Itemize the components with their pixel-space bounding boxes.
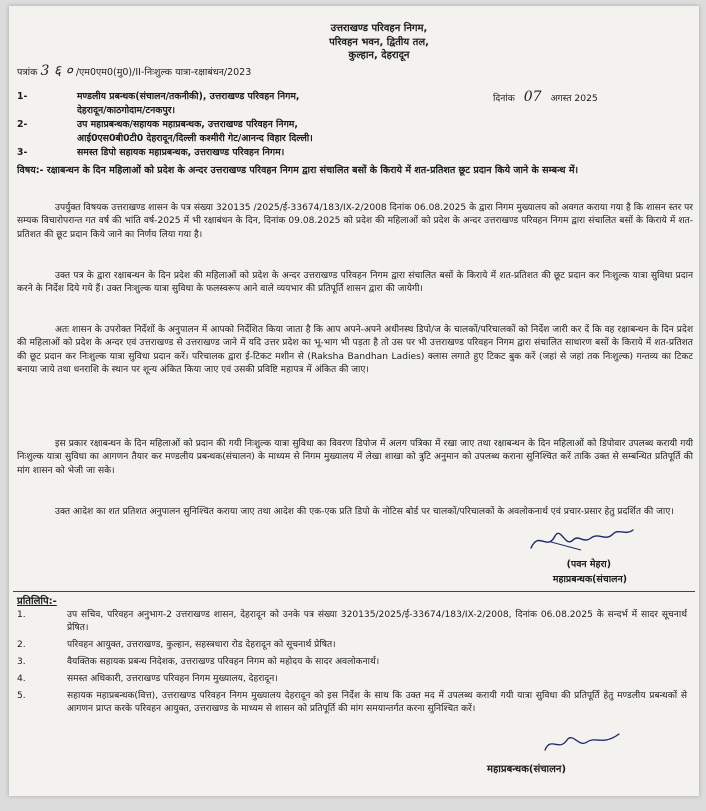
body-paragraph-5: [17, 506, 693, 519]
paragraph-text: उपर्युक्त विषयक उत्तराखण्ड शासन के पत्र संख्या 320135 /2025/ई-33674/183/IX-2/2008 दिनांक 06.08.2025 के द्वारा निगम मुख्यालय को अवगत कराया गया है कि शासन स्तर पर सम्यक विचारोपरान्त गत वर्ष की भांति वर्ष-2025 में भी रक्षाबंधन के दिन, दिनांक 09.08.2025 को प्रदेश की महिलाओं को प्रदेश के अन्दर उत्तराखण्ड परिवहन निगम द्वारा संचालित बसों के किराये में शत-प्रतिशत की छूट प्रदान किये जाने का निर्णय लिया गया है।: [17, 203, 693, 240]
paragraph-text: उक्त पत्र के द्वारा रक्षाबन्धन के दिन प्रदेश की महिलाओं को प्रदेश के अन्दर उत्तराखण्ड परिवहन निगम द्वारा संचालित बसों के किराये में शत-प्रतिशत की छूट प्रदान कर निःशुल्क यात्रा सुविधा प्रदान करने के निर्देश दिये गये हैं। उक्त निःशुल्क यात्रा सुविधा के फलस्वरूप आने वाले व्ययभार की प्रतिपूर्ति शासन द्वारा की जायेगी।: [17, 271, 693, 295]
recipient-1: [17, 90, 677, 103]
copy-number: 3.: [17, 657, 26, 667]
copy-item-3: [17, 656, 689, 669]
reference-handwritten-number: 3 ६ ०: [40, 63, 73, 79]
letterhead-org: उत्तराखण्ड परिवहन निगम,: [330, 23, 428, 34]
copy-number: 5.: [17, 691, 26, 701]
signatory-name: (पवन मेहरा): [566, 559, 611, 570]
closing-designation: महाप्रबन्धक(संचालन): [487, 764, 567, 775]
reference-number: [17, 62, 487, 82]
body-paragraph-4: [17, 438, 693, 478]
letterhead-building: परिवहन भवन, द्वितीय तल,: [329, 36, 429, 48]
subject-text: रक्षाबन्धन के दिन महिलाओं को प्रदेश के अन्दर उत्तराखण्ड परिवहन निगम द्वारा संचालित बसों के किराये में शत-प्रतिशत छूट प्रदान किये जाने के सम्बन्ध में।: [46, 165, 579, 176]
copy-to-label: प्रतिलिपि:-: [17, 596, 57, 607]
recipient-1-cont: [17, 104, 677, 117]
recipient-number: 3-: [17, 147, 28, 158]
recipient-text: मण्डलीय प्रबन्धक(संचालन/तकनीकी), उत्तराखण्ड परिवहन निगम,: [77, 91, 300, 102]
letterhead-address: कुल्हान, देहरादून: [348, 50, 410, 61]
copy-text: परिवहन आयुक्त, उत्तराखण्ड, कुल्हान, सहस्त्रधारा रोड देहरादून को सूचनार्थ प्रेषित।: [67, 640, 336, 650]
copy-text: वैयक्तिक सहायक प्रबन्ध निदेशक, उत्तराखण्ड परिवहन निगम को महोदय के सादर अवलोकनार्थ।: [67, 657, 380, 667]
recipient-number: 1-: [17, 91, 28, 102]
recipient-text: देहरादून/काठगोदाम/टनकपुर।: [77, 105, 176, 116]
copy-text: समस्त अधिकारी, उत्तराखण्ड परिवहन निगम मुख्यालय, देहरादून।: [67, 674, 278, 684]
body-paragraph-3: [17, 324, 693, 378]
date-label: दिनांक: [493, 93, 515, 104]
signatory-designation: महाप्रबन्धक(संचालन): [552, 574, 627, 585]
recipient-text: उप महाप्रबन्धक/सहायक महाप्रबन्धक, उत्तराखण्ड परिवहन निगम,: [77, 119, 298, 130]
letter-page: [9, 6, 699, 796]
reference-text: /एम0एम0(मु0)/II-निःशुल्क यात्रा-रक्षाबंधन/2023: [75, 67, 252, 78]
copy-item-5: [17, 690, 689, 717]
paragraph-text: अतः शासन के उपरोक्त निर्देशों के अनुपालन में आपको निर्देशित किया जाता है कि आप अपने-अपने अधीनस्थ डिपो/ज के चालकों/परिचालकों को निर्देश जारी कर दें कि वह रक्षाबन्धन के दिन प्रदेश की महिलाओं को प्रदेश के अन्दर एवं उत्तराखण्ड से उत्तराखण्ड जाने में यदि उत्तर प्रदेश का भू-भाग भी पड़ता है तो उस पर भी उत्तराखण्ड परिवहन निगम द्वारा संचालित साधारण बसों के किराये में शत-प्रतिशत की छूट प्रदान कर निःशुल्क यात्रा सुविधा प्रदान करें। परिचालक द्वारा ई-टिकट मशीन से (Raksha Bandhan Ladies) क्लास लगाते हुए टिकट बुक करें (जहां से जहां तक निःशुल्क) गन्तव्य का टिकट बनाया जाये तथा धनराशि के स्थान पर शून्य अंकित किया जाए एवं उसकी प्रविष्टि महापत्र में अंकित की जाए।: [17, 325, 693, 376]
recipient-2: [17, 118, 677, 131]
copy-item-2: [17, 639, 689, 652]
recipient-2-cont: [17, 132, 677, 145]
paragraph-text: इस प्रकार रक्षाबन्धन के दिन महिलाओं को प्रदान की गयी निःशुल्क यात्रा सुविधा का विवरण डिपोज में अलग पत्रिका में रखा जाए तथा रक्षाबन्धन के दिन महिलाओं को डिपोवार उपलब्ध करायी गयी निःशुल्क यात्रा सुविधा का आगणन तैयार कर मण्डलीय प्रबन्धक(संचालन) के माध्यम से निगम मुख्यालय में लेखा शाखा को त्रुटि अनुमान को उपलब्ध कराना सुनिश्चित करें ताकि उक्त से सम्बन्धित प्रतिपूर्ति की मांग शासन को भेजी जा सके।: [17, 439, 693, 476]
paragraph-text: उक्त आदेश का शत प्रतिशत अनुपालन सुनिश्चित कराया जाए तथा आदेश की एक-एक प्रति डिपो के नोटिस बोर्ड पर चालकों/परिचालकों के अवलोकनार्थ एवं प्रचार-प्रसार हेतु प्रदर्शित की जाए।: [55, 507, 674, 517]
copy-item-4: [17, 673, 689, 686]
second-signature-mark: [537, 728, 627, 758]
subject-label: विषय:-: [17, 165, 44, 176]
signature-mark: [521, 522, 641, 556]
copy-item-1: [17, 609, 689, 636]
copy-number: 4.: [17, 674, 26, 684]
recipient-number: 2-: [17, 119, 28, 130]
body-paragraph-2: [17, 270, 693, 297]
date-handwritten: 07: [523, 89, 542, 105]
copy-text: उप सचिव, परिवहन अनुभाग-2 उत्तराखण्ड शासन, देहरादून को उनके पत्र संख्या 320135/2025/ई-33674/183/IX-2/2008, दिनांक 06.08.2025 के सन्दर्भ में सादर सूचनार्थ प्रेषित।: [67, 610, 687, 634]
recipient-3: [17, 146, 677, 159]
copy-number: 1.: [17, 610, 26, 620]
copy-text: सहायक महाप्रबन्धक(वित्त), उत्तराखण्ड परिवहन निगम मुख्यालय देहरादून को इस निर्देश के साथ कि उक्त मद में उपलब्ध करायी गयी यात्रा सुविधा की प्रतिपूर्ति हेतु मण्डलीय प्रबन्धकों से आगणन प्राप्त करके परिवहन आयुक्त, उत्तराखण्ड के माध्यम से शासन को प्रतिपूर्ति की मांग समयान्तर्गत करना सुनिश्चित करें।: [67, 691, 687, 715]
divider: [13, 591, 695, 592]
subject-line: [17, 164, 689, 177]
letterhead: [259, 22, 499, 63]
recipient-text: समस्त डिपो सहायक महाप्रबन्धक, उत्तराखण्ड परिवहन निगम।: [77, 147, 285, 158]
date-rest: अगस्त 2025: [550, 93, 598, 104]
recipient-text: आई0एस0बी0टी0 देहरादून/दिल्ली कश्मीरी गेट/आनन्द विहार दिल्ली।: [77, 133, 313, 144]
reference-prefix: पत्रांक: [17, 67, 38, 78]
copy-number: 2.: [17, 640, 26, 650]
body-paragraph-1: [17, 202, 693, 242]
